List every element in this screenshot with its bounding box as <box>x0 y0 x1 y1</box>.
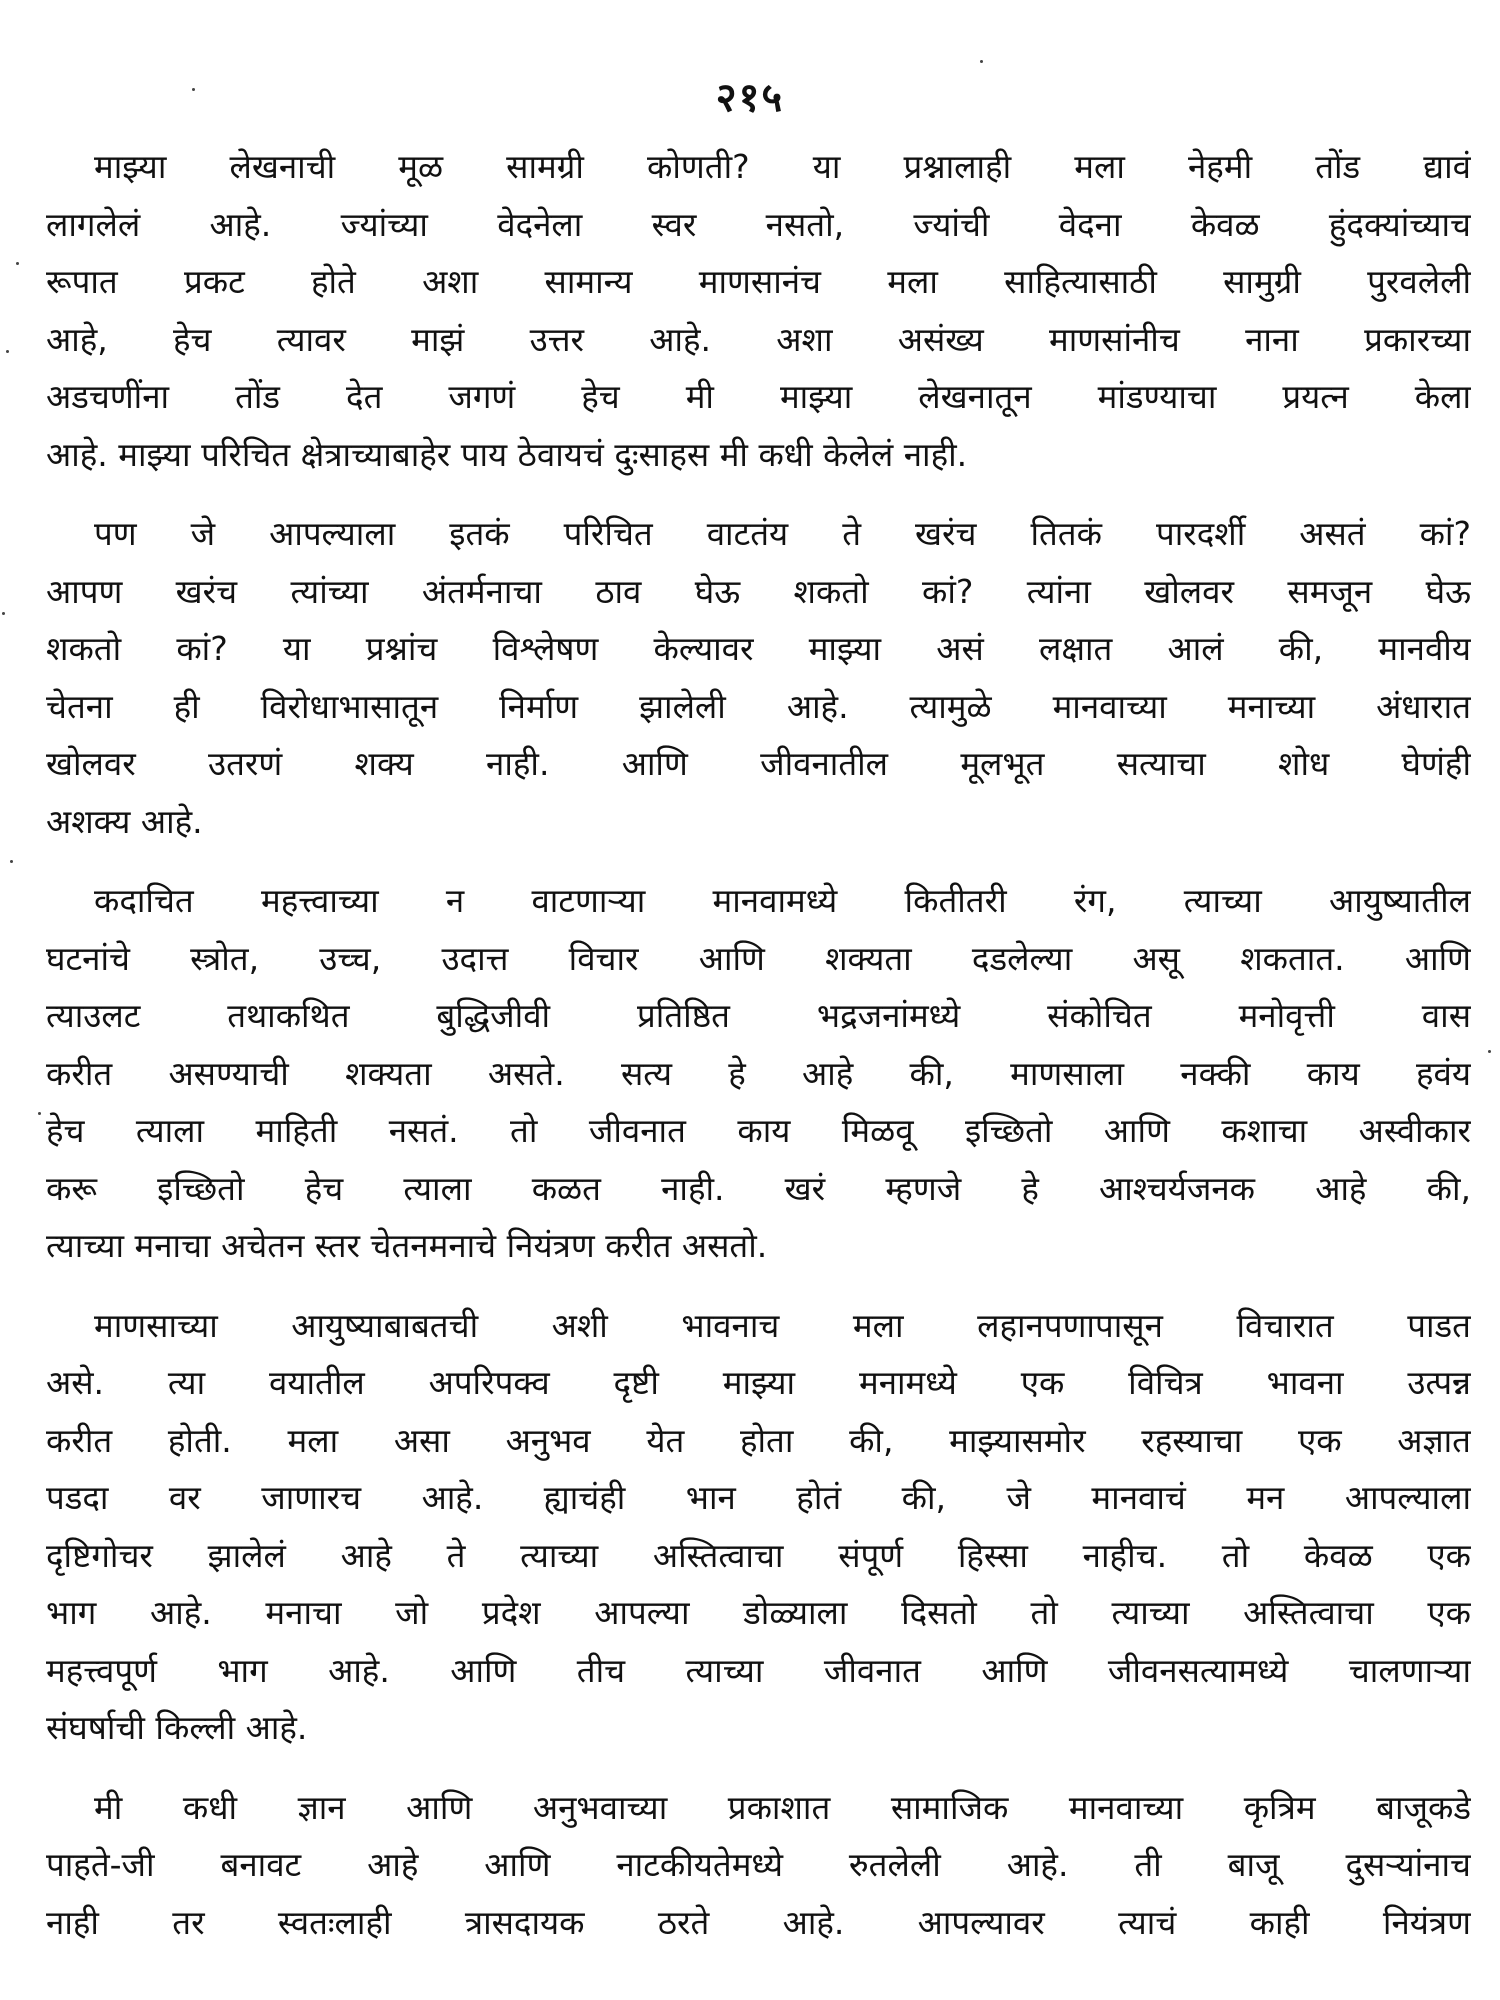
text-line: महत्त्वपूर्ण भाग आहे. आणि तीच त्याच्या जीवनात आणि जीवनसत्यामध्ये चालणाऱ्या <box>46 1650 1471 1690</box>
text-line: खोलवर उतरणं शक्य नाही. आणि जीवनातील मूलभूत सत्याचा शोध घेणंही <box>46 744 1471 783</box>
text-line: लागलेलं आहे. ज्यांच्या वेदनेला स्वर नसतो, ज्यांची वेदना केवळ हुंदक्यांच्याच <box>46 204 1471 244</box>
text-line: आपण खरंच त्यांच्या अंतर्मनाचा ठाव घेऊ शकतो कां? त्यांना खोलवर समजून घेऊ <box>46 571 1471 611</box>
scan-speck <box>2 612 5 615</box>
text-line: माणसाच्या आयुष्याबाबतची अशी भावनाच मला लहानपणापासून विचारात पाडत <box>94 1305 1471 1345</box>
text-line: अडचणींना तोंड देत जगणं हेच मी माझ्या लेखनातून मांडण्याचा प्रयत्न केला <box>46 377 1471 416</box>
paragraph-1 <box>46 138 1471 483</box>
text-line: संघर्षाची किल्ली आहे. <box>46 1708 308 1747</box>
text-line: अशक्य आहे. <box>46 801 203 841</box>
text-line: चेतना ही विरोधाभासातून निर्माण झालेली आहे. त्यामुळे मानवाच्या मनाच्या अंधारात <box>46 686 1471 726</box>
text-line: आहे, हेच त्यावर माझं उत्तर आहे. अशा असंख्य माणसांनीच नाना प्रकारच्या <box>46 319 1471 359</box>
text-line: घटनांचे स्त्रोत, उच्च, उदात्त विचार आणि शक्यता दडलेल्या असू शकतात. आणि <box>46 938 1471 978</box>
text-line: दृष्टिगोचर झालेलं आहे ते त्याच्या अस्तित्वाचा संपूर्ण हिस्सा नाहीच. तो केवळ एक <box>46 1535 1471 1575</box>
text-line: त्याउलट तथाकथित बुद्धिजीवी प्रतिष्ठित भद्रजनांमध्ये संकोचित मनोवृत्ती वास <box>46 996 1471 1035</box>
scan-speck <box>16 262 19 265</box>
text-line: रूपात प्रकट होते अशा सामान्य माणसानंच मला साहित्यासाठी सामुग्री पुरवलेली <box>46 262 1471 301</box>
text-line: आहे. माझ्या परिचित क्षेत्राच्याबाहेर पाय ठेवायचं दुःसाहस मी कधी केलेलं नाही. <box>46 434 968 474</box>
text-line: असे. त्या वयातील अपरिपक्व दृष्टी माझ्या मनामध्ये एक विचित्र भावना उत्पन्न <box>46 1363 1471 1402</box>
text-line: मी कधी ज्ञान आणि अनुभवाच्या प्रकाशात सामाजिक मानवाच्या कृत्रिम बाजूकडे <box>94 1787 1471 1827</box>
scan-speck <box>1488 1050 1491 1053</box>
scan-speck <box>980 60 983 63</box>
text-line: माझ्या लेखनाची मूळ सामग्री कोणती? या प्रश्नालाही मला नेहमी तोंड द्यावं <box>94 147 1471 186</box>
paragraph-4 <box>46 1297 1471 1757</box>
text-line: त्याच्या मनाचा अचेतन स्तर चेतनमनाचे नियंत्रण करीत असतो. <box>46 1226 768 1265</box>
body-text <box>46 138 1471 1973</box>
page-number: २१५ <box>715 75 785 121</box>
text-line: भाग आहे. मनाचा जो प्रदेश आपल्या डोळ्याला दिसतो तो त्याच्या अस्तित्वाचा एक <box>46 1593 1471 1632</box>
text-line: पण जे आपल्याला इतकं परिचित वाटतंय ते खरंच तितकं पारदर्शी असतं कां? <box>94 514 1471 553</box>
text-line: करू इच्छितो हेच त्याला कळत नाही. खरं म्हणजे हे आश्चर्यजनक आहे की, <box>46 1168 1471 1208</box>
scan-speck <box>38 1112 41 1115</box>
text-line: पाहते-जी बनावट आहे आणि नाटकीयतेमध्ये रुतलेली आहे. ती बाजू दुसऱ्यांनाच <box>46 1845 1471 1884</box>
text-line: शकतो कां? या प्रश्नांच विश्लेषण केल्यावर माझ्या असं लक्षात आलं की, मानवीय <box>46 629 1471 668</box>
paragraph-3 <box>46 872 1471 1275</box>
scan-speck <box>6 350 9 353</box>
scan-speck <box>10 860 13 863</box>
text-line: नाही तर स्वतःलाही त्रासदायक ठरते आहे. आपल्यावर त्याचं काही नियंत्रण <box>46 1902 1471 1942</box>
paragraph-2 <box>46 505 1471 850</box>
text-line: कदाचित महत्त्वाच्या न वाटणाऱ्या मानवामध्ये कितीतरी रंग, त्याच्या आयुष्यातील <box>94 881 1471 920</box>
text-line: करीत असण्याची शक्यता असते. सत्य हे आहे की, माणसाला नक्की काय हवंय <box>46 1053 1471 1093</box>
text-line: पडदा वर जाणारच आहे. ह्याचंही भान होतं की, जे मानवाचं मन आपल्याला <box>46 1478 1471 1517</box>
text-line: करीत होती. मला असा अनुभव येत होता की, माझ्यासमोर रहस्याचा एक अज्ञात <box>46 1420 1471 1460</box>
paragraph-5 <box>46 1779 1471 1952</box>
text-line: हेच त्याला माहिती नसतं. तो जीवनात काय मिळवू इच्छितो आणि कशाचा अस्वीकार <box>46 1111 1471 1150</box>
